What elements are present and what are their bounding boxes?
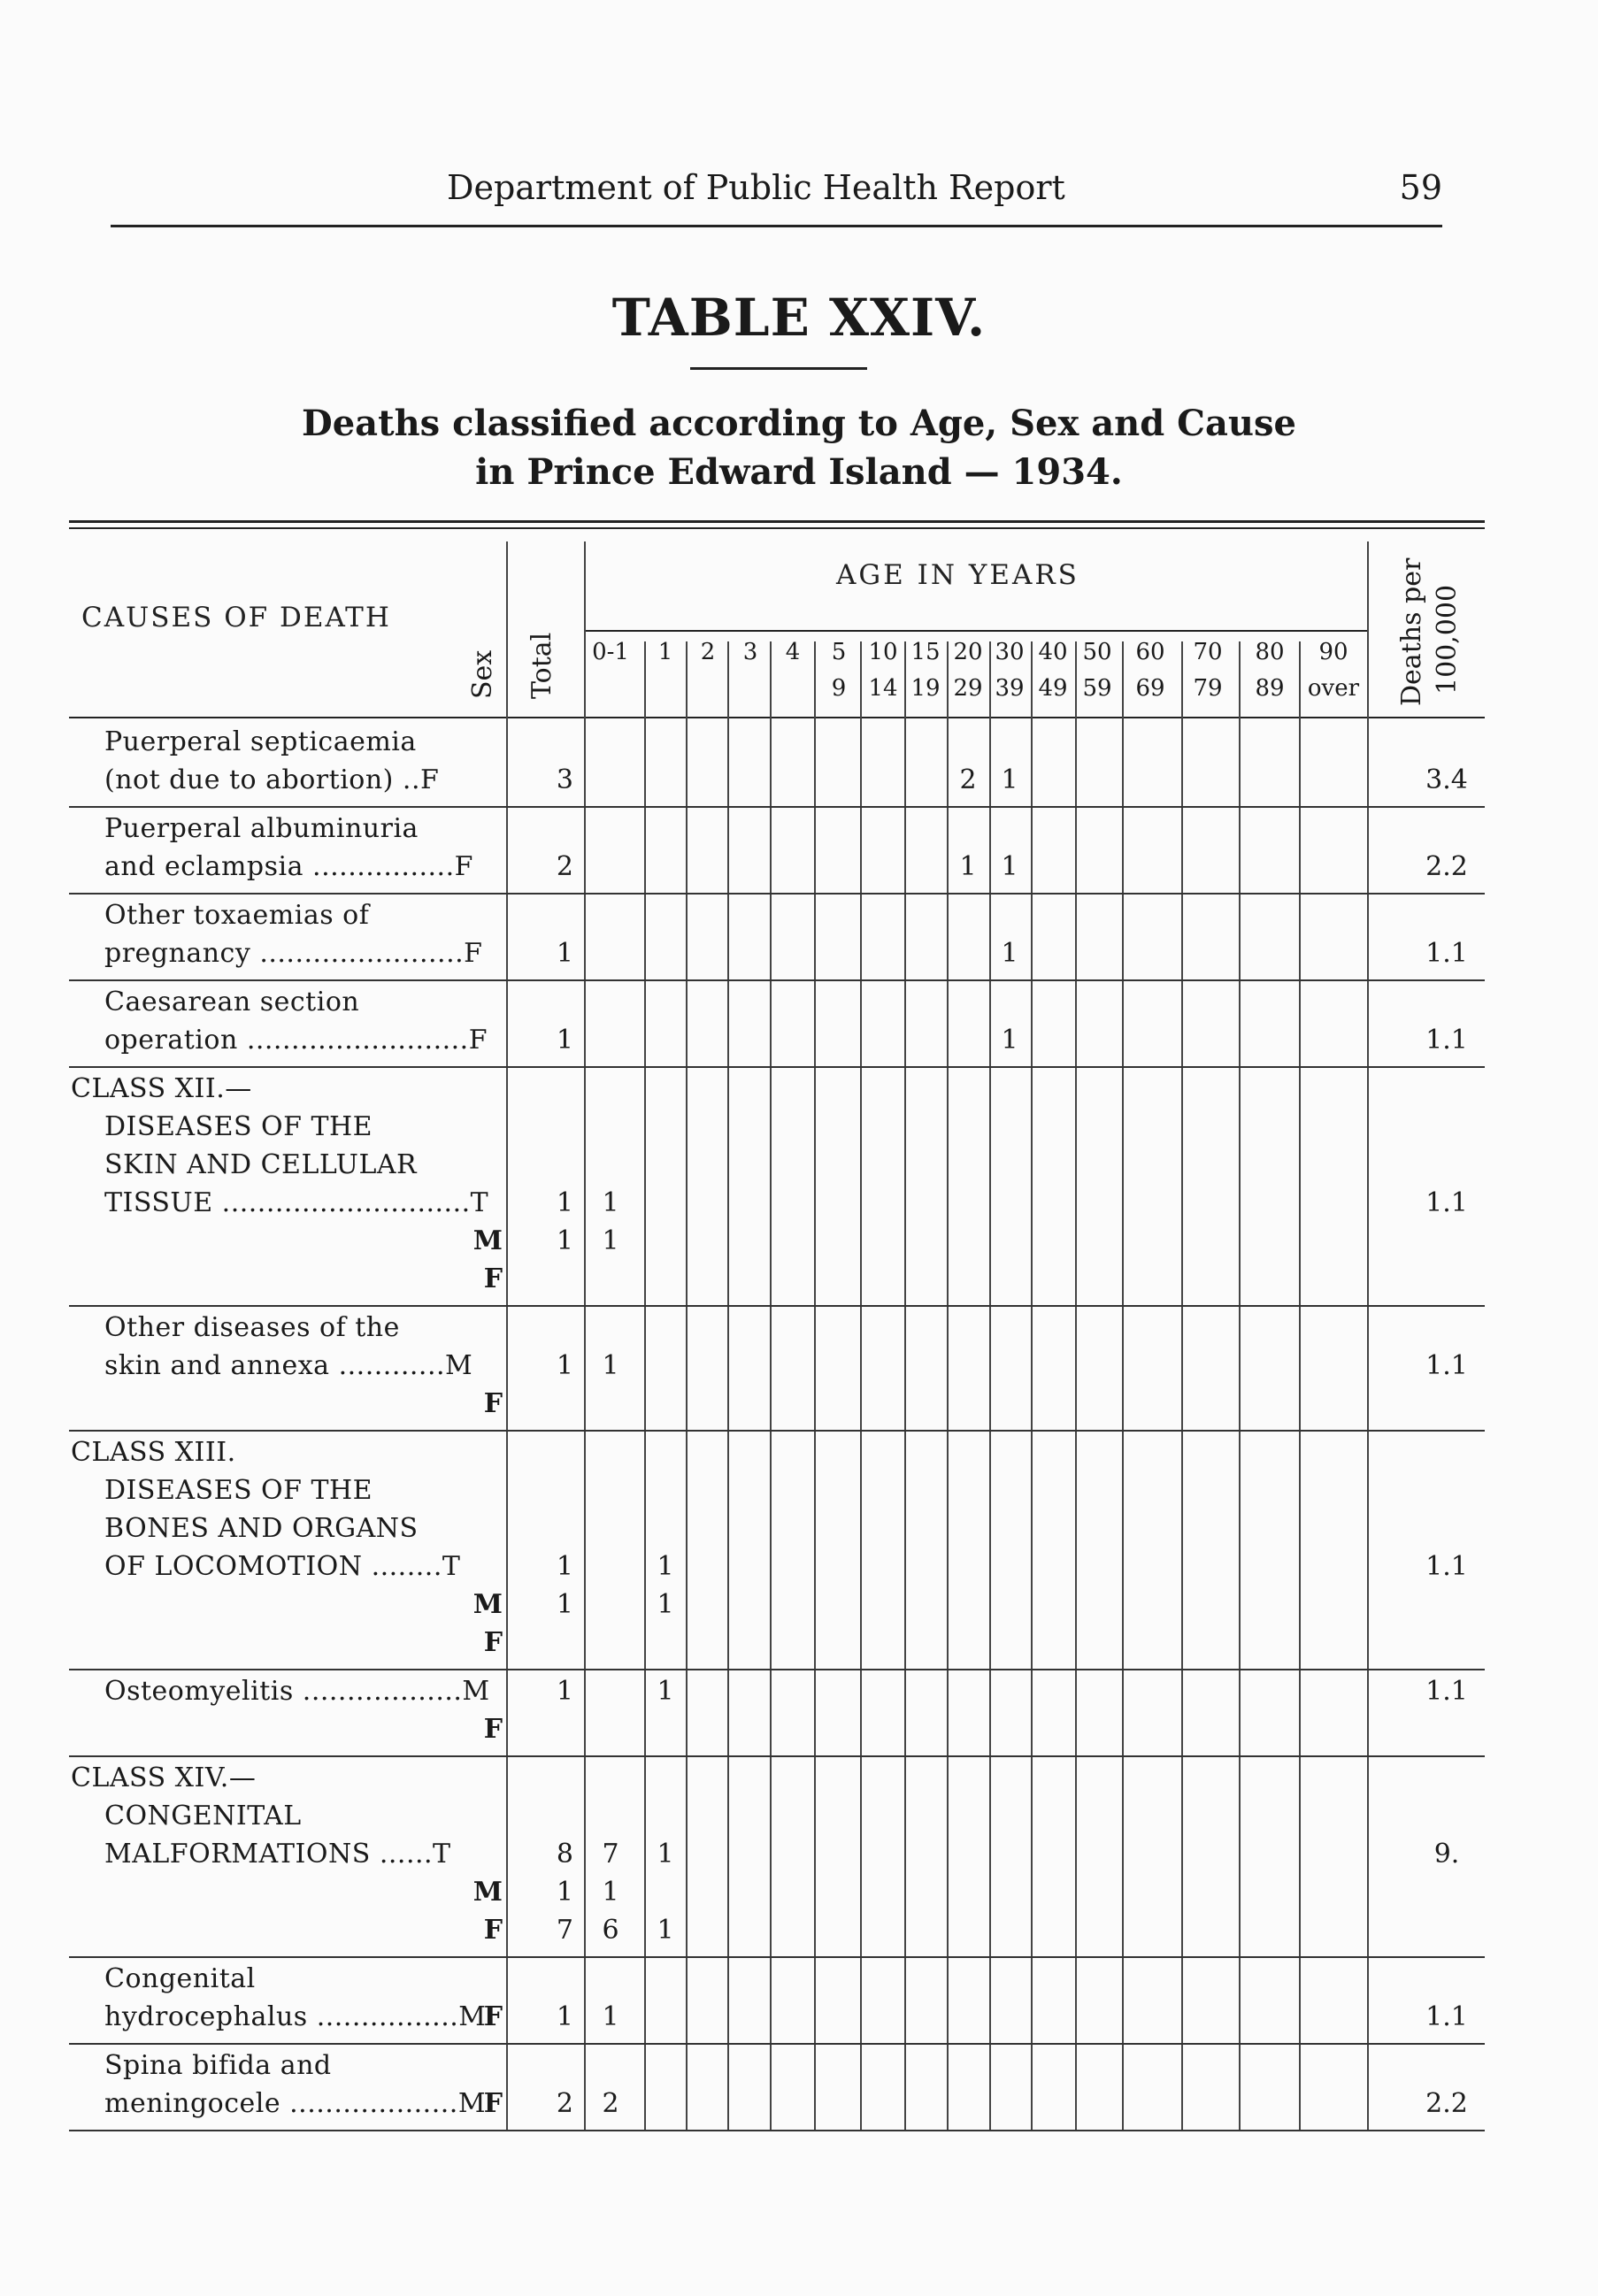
total-cell: 2 [556,2088,573,2119]
total-cell: 1 [556,1877,573,1908]
age-header-11-top: 40 [1038,639,1068,665]
age-count-cell: 1 [1001,764,1018,795]
cause-label-line: Puerperal septicaemia [104,726,417,757]
age-count-cell: 1 [657,1839,674,1870]
cause-entry [0,1958,1598,2045]
age-header-14-top: 70 [1193,639,1223,665]
cause-entry [0,1670,1598,1757]
sex-cell: M [472,1877,503,1908]
age-count-cell: 1 [657,1589,674,1620]
cause-label-line: CLASS XIV.— [71,1762,257,1793]
cause-label-line: pregnancy .......................F [104,938,483,969]
rate-header-line1: Deaths per [1396,557,1427,706]
sex-cell: M [472,1589,503,1620]
age-count-cell: 1 [602,1187,619,1218]
total-cell: 3 [556,764,573,795]
cause-label-line: DISEASES OF THE [104,1475,373,1506]
age-header-7-bottom: 14 [868,675,898,702]
age-header-16-bottom: over [1307,675,1360,702]
age-header-9-top: 20 [953,639,983,665]
cause-label-line: DISEASES OF THE [104,1111,373,1142]
age-header-12-top: 50 [1082,639,1112,665]
rate-cell: 1.1 [1425,2001,1468,2032]
age-count-cell: 1 [1001,938,1018,969]
total-header: Total [526,632,557,699]
age-count-cell: 6 [602,1915,619,1946]
total-cell: 1 [556,1187,573,1218]
age-header-8-top: 15 [910,639,941,665]
table-top-rule-2 [69,527,1485,529]
age-header-15-bottom: 89 [1255,675,1285,702]
rate-cell: 1.1 [1425,1025,1468,1056]
age-header-11-bottom: 49 [1038,675,1068,702]
age-group-rule [584,630,1367,632]
age-header-10-bottom: 39 [995,675,1025,702]
cause-label-line: Other diseases of the [104,1312,400,1343]
cause-label-line: TISSUE ............................T [104,1187,489,1218]
cause-entry [0,2045,1598,2131]
age-count-cell: 1 [602,1225,619,1256]
age-group-header: AGE IN YEARS [836,559,1079,591]
total-cell: 1 [556,2001,573,2032]
rate-cell: 1.1 [1425,1350,1468,1381]
age-header-7-top: 10 [868,639,898,665]
running-title: Department of Public Health Report [447,168,1065,207]
cause-label-line: (not due to abortion) ..F [104,764,440,795]
cause-label-line: operation .........................F [104,1025,488,1056]
age-header-13-bottom: 69 [1135,675,1165,702]
cause-label-line: Spina bifida and [104,2050,332,2081]
cause-label-line: SKIN AND CELLULAR [104,1149,418,1180]
cause-label-line: CONGENITAL [104,1801,302,1831]
rate-cell: 1.1 [1425,938,1468,969]
table-top-rule [69,520,1485,523]
age-header-5-top: 4 [785,639,801,665]
page-header [111,168,1442,221]
age-header-13-top: 60 [1135,639,1165,665]
total-cell: 1 [556,1350,573,1381]
sex-cell: F [483,2001,503,2032]
cause-entry [0,808,1598,895]
cause-label-line: skin and annexa ............M [104,1350,473,1381]
cause-label-line: Osteomyelitis ..................M [104,1676,490,1707]
cause-label-line: hydrocephalus ................M [104,2001,487,2032]
sex-cell: F [483,1388,503,1419]
cause-entry [0,721,1598,808]
age-count-cell: 7 [602,1839,619,1870]
age-header-2-top: 1 [657,639,673,665]
total-cell: 8 [556,1839,573,1870]
cause-label-line: Puerperal albuminuria [104,813,419,844]
cause-label-line: BONES AND ORGANS [104,1513,419,1544]
cause-entry [0,1307,1598,1432]
total-cell: 7 [556,1915,573,1946]
rate-cell: 9. [1433,1839,1460,1870]
cause-entry [0,1757,1598,1958]
cause-label-line: meningocele ...................M [104,2088,487,2119]
total-cell: 1 [556,1551,573,1582]
age-count-cell: 1 [959,851,977,882]
age-header-14-bottom: 79 [1193,675,1223,702]
header-bottom-rule [69,717,1485,718]
total-cell: 1 [556,1676,573,1707]
sex-cell: F [483,1627,503,1658]
age-header-9-bottom: 29 [953,675,983,702]
age-count-cell: 1 [602,1877,619,1908]
cause-label-line: CLASS XII.— [71,1073,252,1104]
age-header-6-bottom: 9 [831,675,847,702]
age-count-cell: 1 [657,1915,674,1946]
rate-header-line2: 100,000 [1432,584,1463,695]
rate-cell: 1.1 [1425,1676,1468,1707]
age-count-cell: 2 [602,2088,619,2119]
age-count-cell: 2 [959,764,977,795]
sex-cell: M [472,1225,503,1256]
total-cell: 2 [556,851,573,882]
age-count-cell: 1 [602,1350,619,1381]
total-cell: 1 [556,1025,573,1056]
age-count-cell: 1 [657,1676,674,1707]
total-cell: 1 [556,1589,573,1620]
age-header-12-bottom: 59 [1082,675,1112,702]
cause-entry [0,1068,1598,1307]
table-subtitle-line1: Deaths classified according to Age, Sex and Cause [302,403,1296,444]
age-count-cell: 1 [657,1551,674,1582]
table-title: TABLE XXIV. [611,288,987,348]
causes-header: CAUSES OF DEATH [81,602,391,634]
rate-cell: 1.1 [1425,1187,1468,1218]
cause-label-line: and eclampsia ................F [104,851,473,882]
sex-cell: F [483,2088,503,2119]
age-count-cell: 1 [1001,851,1018,882]
total-cell: 1 [556,938,573,969]
cause-label-line: Other toxaemias of [104,900,370,931]
cause-entry [0,1432,1598,1670]
title-rule [690,367,867,370]
rate-cell: 2.2 [1425,2088,1468,2119]
cause-label-line: Congenital [104,1963,256,1994]
header-rule [111,225,1442,227]
age-header-15-top: 80 [1255,639,1285,665]
sex-cell: F [483,1915,503,1946]
age-header-4-top: 3 [742,639,758,665]
cause-entry [0,895,1598,981]
age-header-10-top: 30 [995,639,1025,665]
table-subtitle-line2: in Prince Edward Island — 1934. [475,451,1123,493]
age-header-3-top: 2 [700,639,716,665]
cause-label-line: MALFORMATIONS ......T [104,1839,451,1870]
page-number: 59 [1399,168,1442,207]
cause-label-line: OF LOCOMOTION ........T [104,1551,461,1582]
sex-cell: F [483,1714,503,1745]
row-divider [69,2130,1485,2131]
rate-cell: 1.1 [1425,1551,1468,1582]
sex-cell: F [483,1263,503,1294]
rate-cell: 3.4 [1425,764,1468,795]
cause-entry [0,981,1598,1068]
age-header-6-top: 5 [831,639,847,665]
rate-cell: 2.2 [1425,851,1468,882]
age-count-cell: 1 [1001,1025,1018,1056]
total-cell: 1 [556,1225,573,1256]
age-header-16-top: 90 [1318,639,1348,665]
age-header-1-top: 0-1 [592,639,629,665]
cause-label-line: Caesarean section [104,987,360,1017]
cause-label-line: CLASS XIII. [71,1437,236,1468]
age-header-8-bottom: 19 [910,675,941,702]
age-count-cell: 1 [602,2001,619,2032]
sex-header: Sex [467,649,498,699]
